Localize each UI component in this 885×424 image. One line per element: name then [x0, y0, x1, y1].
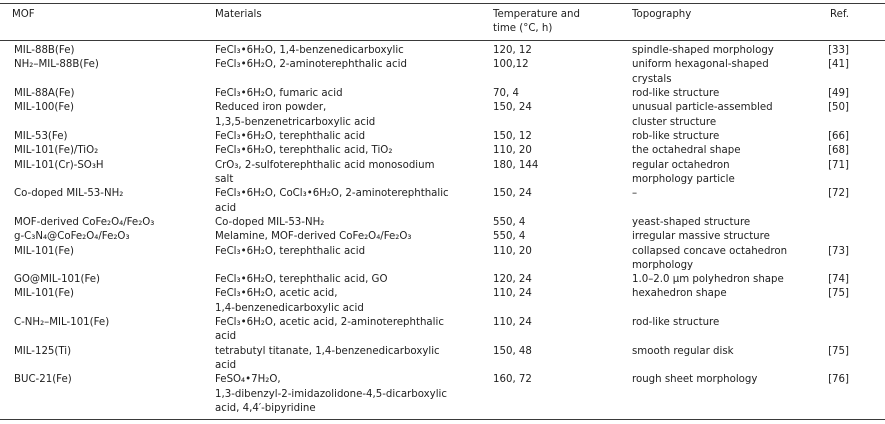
materials-cell: FeCl₃•6H₂O, acetic acid, 2-aminoterephthalic acid — [215, 317, 444, 343]
ref-cell: [76] — [828, 374, 849, 386]
mof-cell: BUC-21(Fe) — [14, 374, 72, 386]
materials-cell: FeCl₃•6H₂O, 1,4-benzenedicarboxylic — [215, 45, 404, 57]
topography-cell: regular octahedron morphology particle — [632, 159, 735, 185]
mof-synthesis-table — [0, 3, 885, 420]
temperature-time-cell: 110, 24 — [493, 317, 532, 329]
mof-cell: MIL-53(Fe) — [14, 131, 68, 142]
materials-cell: FeCl₃•6H₂O, terephthalic acid, GO — [215, 274, 388, 286]
topography-cell: the octahedral shape — [632, 145, 741, 157]
materials-cell: CrO₃, 2-sulfoterephthalic acid monosodium salt — [215, 159, 435, 185]
temperature-time-cell: 150, 12 — [493, 131, 532, 142]
mof-cell: NH₂–MIL-88B(Fe) — [14, 59, 99, 71]
mof-cell: MOF-derived CoFe₂O₄/Fe₂O₃ — [14, 216, 155, 228]
materials-cell: FeCl₃•6H₂O, terephthalic acid, TiO₂ — [215, 145, 393, 157]
topography-cell: uniform hexagonal-shaped crystals — [632, 59, 769, 85]
mof-cell: MIL-101(Fe) — [14, 288, 74, 300]
materials-cell: tetrabutyl titanate, 1,4-benzenedicarboxylic acid — [215, 345, 440, 371]
mof-cell: C-NH₂–MIL-101(Fe) — [14, 317, 110, 329]
table-header-row — [0, 4, 885, 41]
ref-cell: [73] — [828, 245, 849, 257]
ref-cell: [71] — [828, 159, 849, 171]
materials-cell: FeCl₃•6H₂O, CoCl₃•6H₂O, 2-aminoterephthalic acid — [215, 188, 449, 214]
table-row — [0, 216, 885, 230]
table-row — [0, 316, 885, 345]
materials-cell: FeCl₃•6H₂O, terephthalic acid — [215, 131, 366, 142]
table-row — [0, 345, 885, 374]
temperature-time-cell: 550, 4 — [493, 216, 526, 228]
table-row — [0, 159, 885, 188]
table-row — [0, 58, 885, 87]
table-row — [0, 373, 885, 416]
temperature-time-cell: 160, 72 — [493, 374, 532, 386]
ref-cell: [33] — [828, 45, 849, 57]
ref-cell: [41] — [828, 59, 849, 71]
mof-cell: g-C₃N₄@CoFe₂O₄/Fe₂O₃ — [14, 231, 130, 243]
topography-cell: unusual particle-assembled cluster structure — [632, 102, 773, 128]
mof-cell: MIL-88B(Fe) — [14, 45, 75, 57]
materials-cell: Melamine, MOF-derived CoFe₂O₄/Fe₂O₃ — [215, 231, 412, 243]
topography-cell: rough sheet morphology — [632, 374, 758, 386]
topography-cell: 1.0–2.0 μm polyhedron shape — [632, 274, 784, 286]
table-row — [0, 245, 885, 274]
materials-cell: FeCl₃•6H₂O, 2-aminoterephthalic acid — [215, 59, 407, 71]
ref-cell: [66] — [828, 131, 849, 142]
ref-cell: [68] — [828, 145, 849, 157]
mof-cell: MIL-101(Fe)/TiO₂ — [14, 145, 99, 157]
mof-cell: GO@MIL-101(Fe) — [14, 274, 101, 286]
topography-cell: collapsed concave octahedron morphology — [632, 245, 788, 271]
temperature-time-cell: 70, 4 — [493, 88, 519, 100]
mof-cell: MIL-101(Fe) — [14, 245, 74, 257]
materials-cell: FeSO₄•7H₂O, 1,3-dibenzyl-2-imidazolidone-4,5-dicarboxylic acid, 4,4′-bipyridine — [215, 374, 447, 414]
materials-cell: FeCl₃•6H₂O, terephthalic acid — [215, 245, 366, 257]
materials-cell: Co-doped MIL-53-NH₂ — [215, 216, 325, 228]
ref-cell: [50] — [828, 102, 849, 114]
topography-cell: yeast-shaped structure — [632, 216, 751, 228]
topography-cell: – — [632, 188, 638, 200]
temperature-time-cell: 550, 4 — [493, 231, 526, 243]
column-header-topography: Topography — [632, 9, 692, 20]
materials-cell: Reduced iron powder, 1,3,5-benzenetricarboxylic acid — [215, 102, 376, 128]
ref-cell: [75] — [828, 288, 849, 300]
temperature-time-cell: 150, 48 — [493, 345, 532, 357]
ref-cell — [810, 216, 885, 230]
topography-cell: rod-like structure — [632, 317, 720, 329]
column-header-ref: Ref. — [830, 9, 849, 20]
temperature-time-cell: 150, 24 — [493, 102, 532, 114]
table-body — [0, 41, 885, 420]
temperature-time-cell: 100,12 — [493, 59, 529, 71]
column-header-materials: Materials — [215, 9, 262, 20]
table-row — [0, 130, 885, 144]
ref-cell: [49] — [828, 88, 849, 100]
topography-cell: rod-like structure — [632, 88, 720, 100]
materials-cell: FeCl₃•6H₂O, acetic acid, 1,4-benzenedicarboxylic acid — [215, 288, 364, 314]
column-header-temperature-time: Temperature and time (°C, h) — [493, 9, 580, 35]
topography-cell: irregular massive structure — [632, 231, 770, 243]
ref-cell — [810, 230, 885, 244]
mof-cell: MIL-125(Ti) — [14, 345, 72, 357]
materials-cell: FeCl₃•6H₂O, fumaric acid — [215, 88, 343, 100]
table-row — [0, 273, 885, 287]
mof-cell: MIL-101(Cr)-SO₃H — [14, 159, 104, 171]
column-header-mof: MOF — [12, 9, 35, 20]
temperature-time-cell: 110, 20 — [493, 145, 532, 157]
table-row — [0, 44, 885, 58]
topography-cell: hexahedron shape — [632, 288, 727, 300]
ref-cell: [75] — [828, 345, 849, 357]
table-row — [0, 87, 885, 101]
topography-cell: rob-like structure — [632, 131, 720, 142]
ref-cell: [72] — [828, 188, 849, 200]
ref-cell — [810, 316, 885, 345]
table-row — [0, 287, 885, 316]
temperature-time-cell: 150, 24 — [493, 188, 532, 200]
mof-cell: MIL-100(Fe) — [14, 102, 74, 114]
topography-cell: smooth regular disk — [632, 345, 734, 357]
temperature-time-cell: 110, 20 — [493, 245, 532, 257]
table-row — [0, 230, 885, 244]
ref-cell: [74] — [828, 274, 849, 286]
table-row — [0, 101, 885, 130]
table-row — [0, 187, 885, 216]
temperature-time-cell: 110, 24 — [493, 288, 532, 300]
topography-cell: spindle-shaped morphology — [632, 45, 774, 57]
table-row — [0, 144, 885, 158]
temperature-time-cell: 180, 144 — [493, 159, 539, 171]
mof-cell: MIL-88A(Fe) — [14, 88, 75, 100]
mof-cell: Co-doped MIL-53-NH₂ — [14, 188, 124, 200]
temperature-time-cell: 120, 24 — [493, 274, 532, 286]
temperature-time-cell: 120, 12 — [493, 45, 532, 57]
